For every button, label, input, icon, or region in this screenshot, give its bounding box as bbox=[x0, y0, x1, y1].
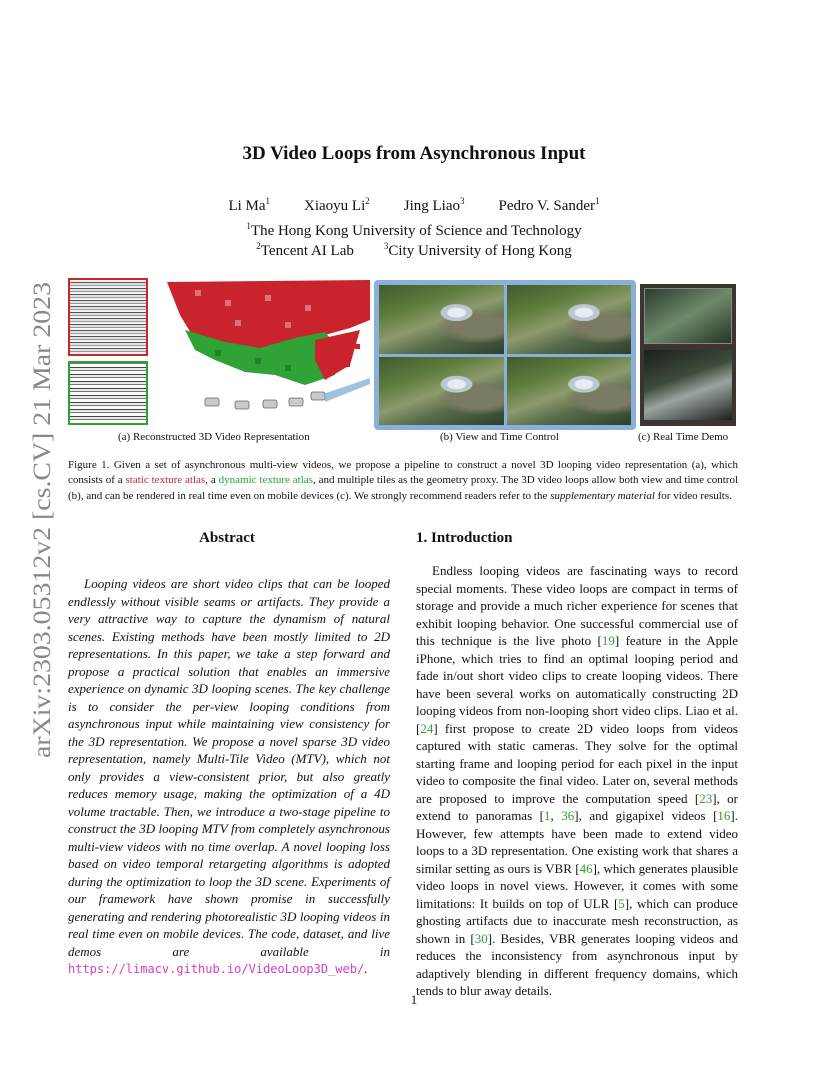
intro-text-run: . However, few attempts have been made to extend video loops to a 3D representation. One existing work that shares a similar setting as ours is VBR bbox=[416, 808, 738, 876]
citation-link[interactable]: 24 bbox=[420, 720, 434, 736]
figure-caption bbox=[68, 458, 738, 504]
intro-text-run: Endless looping videos are fascinating ways to record special moments. These video loops are compact in terms of storage and provide a much richer experience for scenes that exhibit looping behavior. One successful commercial use of this technique is the live photo bbox=[416, 563, 738, 648]
citation-link[interactable]: 19 bbox=[601, 633, 615, 648]
caption-text: Figure 1. Given a set of asynchronous multi-view videos, we propose a pipeline to construct a novel 3D looping video representation (a), which consists of a bbox=[68, 459, 738, 487]
view-time-control-grid bbox=[374, 280, 636, 430]
demo-screen-image bbox=[644, 288, 732, 344]
caption-dynamic-atlas-term: dynamic texture atlas bbox=[218, 474, 313, 487]
citation-link[interactable]: 30 bbox=[474, 930, 488, 946]
intro-text-run: , which generates plausible video loops in novel views. However, it comes with some limitations: It builds on top of ULR bbox=[416, 860, 738, 911]
introduction-text: Endless looping videos are fascinating ways to record special moments. These video loops are compact in terms of storage and provide a much richer experience for scenes that exhibit looping behavior. One successful commercial use of this technique is the live photo [19] feature in the Apple iPhone, which tries to find an optimal looping period and fade in/out short video clips to create looping videos. There have been several works on automatically constructing 2D looping videos from non-looping short video clips. Liao et al. [24] first propose to create 2D video loops from videos captured with static cameras. They solve for the optimal starting frame and looping period for each pixel in the input video to composite the final video. Later on, several methods are proposed to improve the computation speed [23], or extend to panoramas [1, 36], and gigapixel videos [16]. However, few attempts have been made to extend video loops to a 3D representation. One existing work that shares a similar setting as ours is VBR [46], which generates plausible video loops in novel views. However, it comes with some limitations: It builds on top of ULR [5], which can produce ghosting artifacts due to inaccurate mesh reconstruction, as shown in [30]. Besides, VBR generates looping videos and reduces the inconsistency from asynchronous input by adaptively blending in different frequency domains, which tends to blur away details. bbox=[416, 563, 739, 998]
affiliation-mark: 2 bbox=[256, 241, 261, 251]
demo-device-image bbox=[644, 350, 732, 420]
rendered-view-image bbox=[507, 357, 632, 426]
caption-text: , a bbox=[205, 474, 219, 487]
dynamic-texture-atlas-image bbox=[68, 361, 148, 425]
rendered-view-image bbox=[379, 357, 504, 426]
affiliation-text: The Hong Kong University of Science and Technology bbox=[250, 223, 582, 239]
affiliation-mark: 3 bbox=[383, 241, 389, 251]
author-mark: 1 bbox=[265, 196, 271, 206]
citation-link[interactable]: 46 bbox=[579, 860, 593, 876]
intro-text-run: , or extend to panoramas bbox=[416, 790, 738, 823]
intro-text-run: , bbox=[550, 808, 562, 823]
intro-text-run: . Besides, VBR generates looping videos and reduces the inconsistency from asynchronous input by adaptively blending in different frequency domains, which tends to blur away details. bbox=[416, 930, 739, 998]
affiliation-line bbox=[0, 241, 828, 260]
author-name: Xiaoyu Li bbox=[304, 198, 366, 214]
arxiv-watermark bbox=[20, 280, 60, 760]
rendered-view-image bbox=[507, 285, 632, 354]
author-name: Pedro V. Sander bbox=[498, 198, 596, 214]
static-texture-atlas-image bbox=[68, 278, 148, 356]
intro-text-run: , which can produce ghosting artifacts due to inaccurate mesh reconstruction, as shown in bbox=[416, 895, 738, 946]
citation-link[interactable]: 5 bbox=[618, 895, 625, 911]
voxel-tiles-image bbox=[165, 280, 375, 420]
caption-supplementary-term: supplementary material bbox=[550, 489, 655, 502]
real-time-demo-photo bbox=[640, 284, 736, 426]
intro-text-run: feature in the Apple iPhone, which tries to find an optimal looping period and fade in/out short video clips to create looping videos. There have been several works on automatically constructing 2D looping videos from non-looping short video clips. Liao et al. bbox=[416, 633, 738, 718]
author-name: Li Ma bbox=[228, 198, 266, 214]
affiliation-text: City University of Hong Kong bbox=[388, 243, 572, 259]
caption-text: for video results. bbox=[654, 489, 732, 502]
page-number: 1 bbox=[410, 992, 418, 1007]
introduction-heading: 1. Introduction bbox=[416, 530, 513, 546]
author bbox=[228, 196, 270, 215]
abstract-paragraph: Looping videos are short video clips that can be looped endlessly without visible seams or artifacts. They provide a very attractive way to capture the dynamism of natural scenes. Existing methods have been mostly limited to 2D representations. In this paper, we take a step forward and propose a practical solution that enables an immersive experience on dynamic 3D looping scenes. The key challenge is to consider the per-view looping conditions from asynchronous input while maintaining view consistency for the 3D representation. We propose a novel sparse 3D video representation, namely Multi-Tile Video (MTV), which not only provides a view-consistent prior, but also greatly reduces memory usage, making the optimization of a 4D volume tractable. Then, we introduce a two-stage pipeline to construct the 3D looping MTV from completely asynchronous multi-view videos with no time overlap. A novel looping loss based on video temporal retargeting algorithms is adopted during the optimization to loop the 3D scene. Experiments of our framework have shown promise in successfully generating and rendering photorealistic 3D looping videos in real time even on mobile devices. The code, dataset, and live demos are available in bbox=[68, 576, 390, 959]
subfigure-caption-b: (b) View and Time Control bbox=[440, 431, 559, 443]
author-mark: 1 bbox=[595, 196, 600, 206]
affiliation-mark: 1 bbox=[246, 221, 251, 231]
citation-link[interactable]: 1 bbox=[544, 808, 551, 823]
citation-link[interactable]: 23 bbox=[699, 790, 713, 806]
author-mark: 3 bbox=[460, 196, 465, 206]
paper-title: 3D Video Loops from Asynchronous Input bbox=[242, 143, 586, 164]
author-name: Jing Liao bbox=[403, 198, 461, 214]
arxiv-watermark-text: arXiv:2303.05312v2 [cs.CV] 21 Mar 2023 bbox=[29, 330, 56, 758]
subfigure-caption-c: (c) Real Time Demo bbox=[638, 431, 729, 443]
subfigure-caption-a: (a) Reconstructed 3D Video Representation bbox=[118, 431, 310, 443]
author-mark: 2 bbox=[365, 196, 370, 206]
project-url-link[interactable]: https://limacv.github.io/VideoLoop3D_web/ bbox=[68, 962, 365, 976]
intro-text-run: ], and gigapixel videos bbox=[574, 808, 714, 823]
caption-static-atlas-term: static texture atlas bbox=[125, 474, 206, 487]
abstract-end: . bbox=[364, 961, 368, 976]
citation-link[interactable]: 16 bbox=[717, 808, 731, 823]
citation-link[interactable]: 36 bbox=[561, 808, 575, 823]
rendered-view-image bbox=[379, 285, 504, 354]
abstract-text bbox=[68, 575, 390, 979]
caption-text: , and multiple tiles as the geometry proxy. The 3D video loops allow both view and time control (b), and can be rendered in real time even on mobile devices (c). We strongly recommend readers refer to the bbox=[68, 474, 739, 502]
abstract-heading: Abstract bbox=[199, 530, 255, 546]
author bbox=[404, 196, 465, 215]
affiliation-text: Tencent AI Lab bbox=[260, 243, 354, 259]
intro-text-run: first propose to create 2D video loops from videos captured with static cameras. They solve for the optimal starting frame and looping period for each pixel in the input video to composite the final video. Later on, several methods are proposed to improve the computation speed bbox=[416, 720, 738, 806]
author bbox=[304, 196, 370, 215]
affiliation-line bbox=[0, 221, 828, 240]
author-list bbox=[0, 196, 828, 215]
author bbox=[499, 196, 600, 215]
